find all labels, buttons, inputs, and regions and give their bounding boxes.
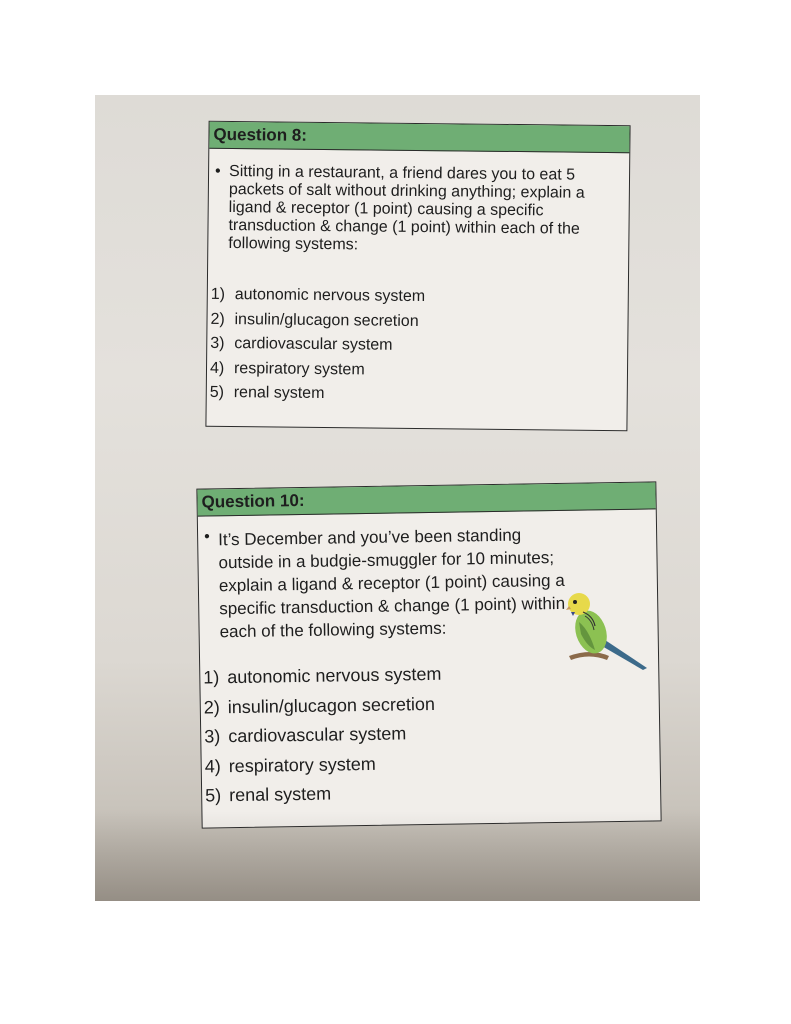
photo-of-printed-page [95, 95, 700, 901]
list-item: 1) autonomic nervous system [203, 663, 442, 688]
question-8-list [207, 283, 628, 410]
question-10-heading: Question 10: [197, 482, 655, 516]
question-8-card [205, 121, 630, 431]
bullet-icon: • [214, 162, 221, 180]
question-10-list [200, 656, 660, 811]
question-8-prompt [208, 163, 629, 257]
bullet-icon: • [203, 528, 210, 546]
list-item: 2) insulin/glucagon secretion [203, 693, 436, 718]
list-item: 1) autonomic nervous system [210, 285, 426, 306]
list-item: 2) insulin/glucagon secretion [210, 310, 419, 330]
list-item: 3) cardiovascular system [210, 334, 393, 354]
list-item: 3) cardiovascular system [204, 723, 407, 747]
question-8-heading: Question 8: [209, 122, 629, 153]
question-8-text: Sitting in a restaurant, a friend dares you to eat 5 packets of salt without drinking anything; explain a ligand & receptor (1 point) causing a specific transduction & change (1 point) within each of the following systems: [228, 163, 585, 254]
list-item: 5) renal system [209, 383, 325, 403]
list-item: 4) respiratory system [209, 359, 365, 378]
budgie-bird-icon [565, 590, 649, 672]
list-item: 5) renal system [205, 783, 332, 806]
list-item: 4) respiratory system [204, 753, 376, 777]
photo-shadow [95, 811, 700, 901]
question-10-text: It’s December and you’ve been standing outside in a budgie-smuggler for 10 minutes; explain a ligand & receptor (1 point) causing a specific transduction & change (1 point) within each of the following systems: [218, 525, 566, 642]
